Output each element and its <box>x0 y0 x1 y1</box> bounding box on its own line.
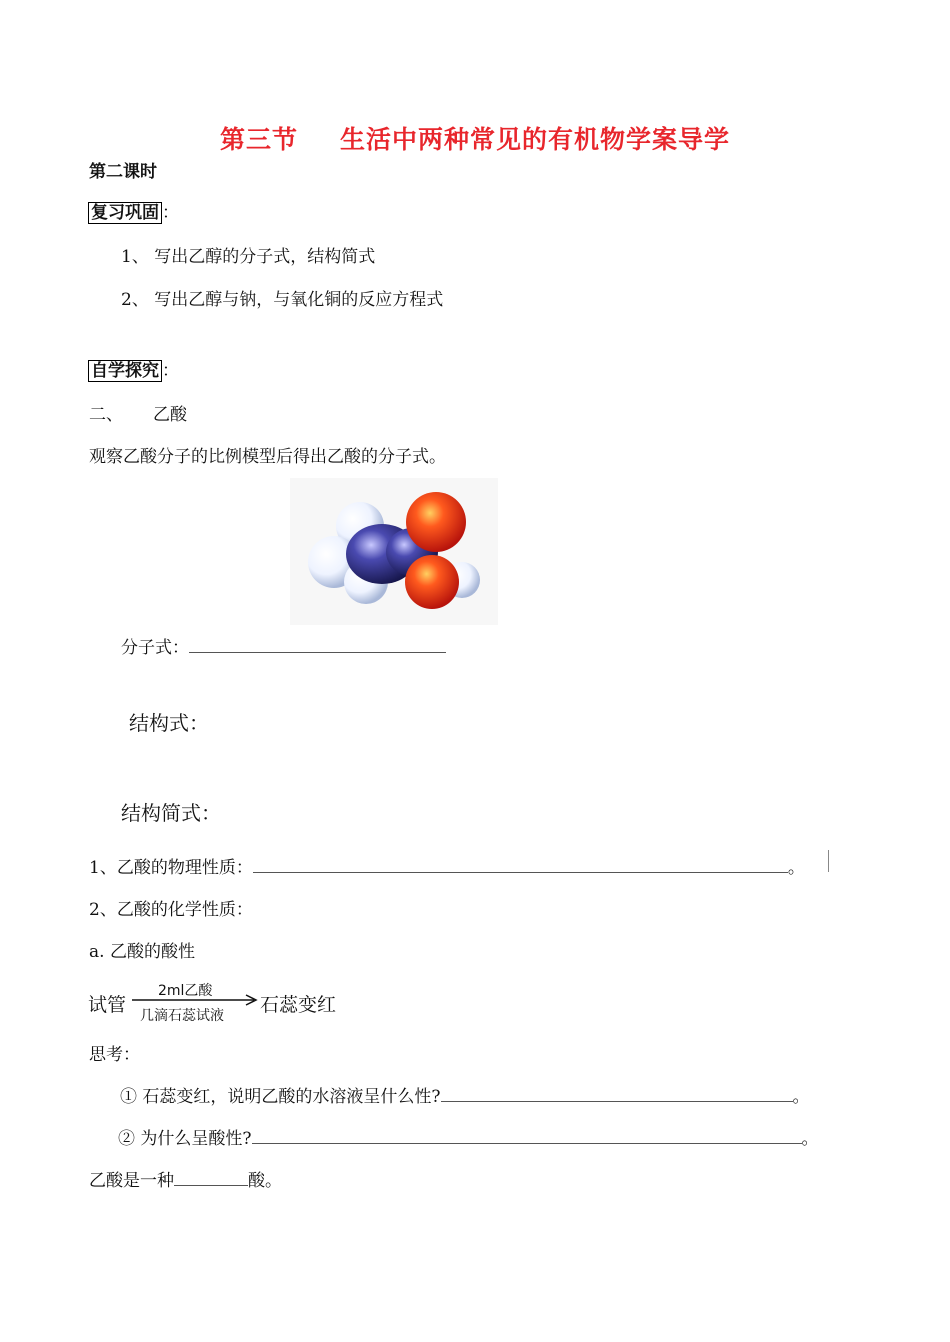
lesson-label: 第二课时 <box>89 162 157 182</box>
think-answer-2-blank[interactable] <box>252 1142 802 1144</box>
selfstudy-heading-row <box>88 356 179 381</box>
conclusion-suffix: 酸。 <box>248 1171 282 1191</box>
think-question-2-end: 。 <box>801 1129 819 1149</box>
review-heading-row <box>88 198 179 223</box>
chemical-properties-label: 2、乙酸的化学性质： <box>89 900 253 920</box>
subheading-title: 乙酸 <box>153 405 187 425</box>
reaction-right: 石蕊变红 <box>260 994 337 1016</box>
conclusion-blank[interactable] <box>174 1184 248 1186</box>
structural-formula-label: 结构式： <box>129 711 209 735</box>
review-colon: ： <box>162 203 179 223</box>
conclusion-prefix: 乙酸是一种 <box>89 1171 174 1191</box>
conclusion-row <box>89 1166 282 1191</box>
review-item-2: 2、 写出乙醇与钠，与氧化铜的反应方程式 <box>121 290 444 310</box>
think-label: 思考： <box>89 1045 140 1065</box>
molecular-formula-row <box>121 633 446 658</box>
physical-properties-blank[interactable] <box>253 871 788 873</box>
think-question-1: ① 石蕊变红，说明乙酸的水溶液呈什么性? <box>120 1087 441 1107</box>
subheading-number: 二、 <box>89 405 123 425</box>
selfstudy-colon: ： <box>162 361 179 381</box>
oxygen-atom-carbonyl <box>406 492 466 552</box>
acetic-acid-model-image <box>290 478 498 625</box>
molecular-formula-blank[interactable] <box>189 651 446 653</box>
text-cursor <box>828 850 829 872</box>
title-name: 生活中两种常见的有机物学案导学 <box>340 125 731 154</box>
review-item-1: 1、 写出乙醇的分子式，结构简式 <box>121 247 376 267</box>
physical-properties-row <box>89 853 805 878</box>
think-question-1-row <box>120 1082 810 1107</box>
think-question-1-end: 。 <box>792 1087 810 1107</box>
reaction-left: 试管 <box>88 994 127 1016</box>
physical-properties-label: 1、乙酸的物理性质： <box>89 858 253 878</box>
reaction-below: 几滴石蕊试液 <box>140 1008 224 1024</box>
molecular-formula-label: 分子式： <box>121 638 189 658</box>
physical-properties-end: 。 <box>787 858 805 878</box>
think-question-2-row <box>118 1124 819 1149</box>
review-heading: 复习巩固 <box>88 202 162 224</box>
page-title <box>0 120 950 156</box>
think-question-2: ② 为什么呈酸性? <box>118 1129 252 1149</box>
reaction-above: 2ml乙酸 <box>158 983 213 999</box>
think-answer-1-blank[interactable] <box>441 1100 793 1102</box>
selfstudy-heading: 自学探究 <box>88 360 162 382</box>
acidity-label: a. 乙酸的酸性 <box>89 942 195 962</box>
title-section: 第三节 <box>219 125 298 154</box>
subheading-row <box>89 400 187 425</box>
structural-simple-label: 结构简式： <box>121 801 221 825</box>
intro-text: 观察乙酸分子的比例模型后得出乙酸的分子式。 <box>89 447 446 467</box>
oxygen-atom-hydroxyl <box>405 555 459 609</box>
